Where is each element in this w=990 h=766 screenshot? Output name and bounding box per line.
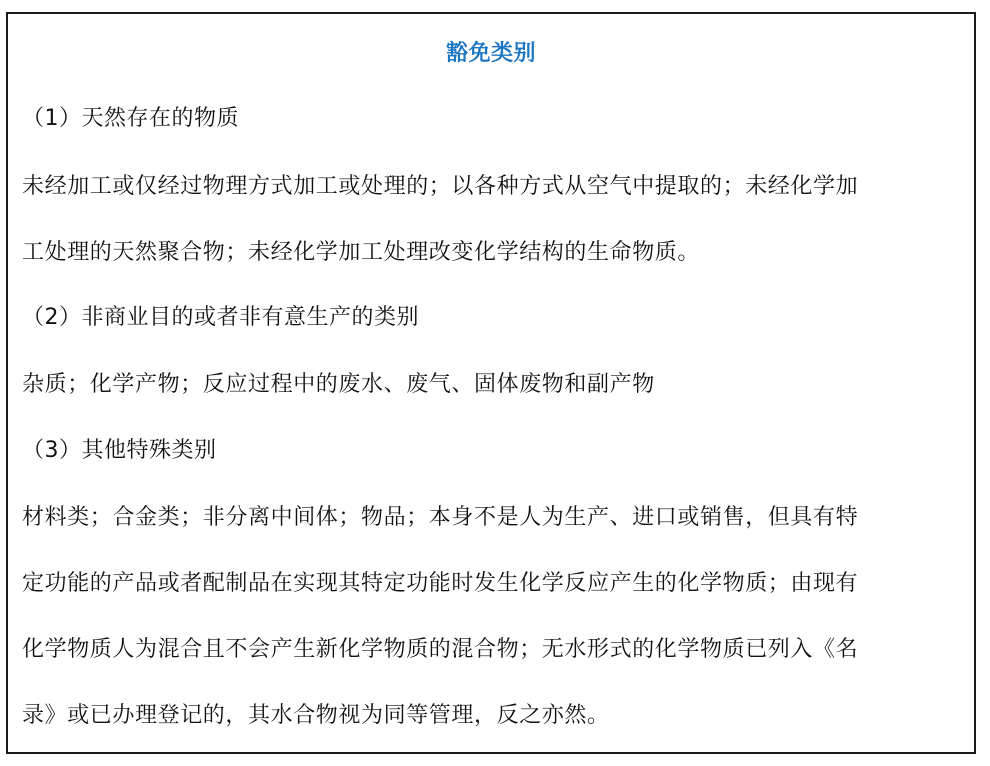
section-3-line-4: 录》或已办理登记的，其水合物视为同等管理，反之亦然。 [22, 703, 610, 728]
section-1-line-1: 未经加工或仅经过物理方式加工或处理的；以各种方式从空气中提取的；未经化学加 [22, 174, 859, 199]
section-2-line-1: 杂质；化学产物；反应过程中的废水、废气、固体废物和副产物 [22, 372, 655, 397]
section-3-line-3: 化学物质人为混合且不会产生新化学物质的混合物；无水形式的化学物质已列入《名 [22, 637, 859, 662]
section-3-line-2: 定功能的产品或者配制品在实现其特定功能时发生化学反应产生的化学物质；由现有 [22, 571, 859, 596]
document-title: 豁免类别 [445, 41, 536, 66]
section-1-heading: （1）天然存在的物质 [22, 106, 239, 131]
section-3-heading: （3）其他特殊类别 [22, 438, 217, 463]
section-2-heading: （2）非商业目的或者非有意生产的类别 [22, 305, 419, 330]
section-3-line-1: 材料类；合金类；非分离中间体；物品；本身不是人为生产、进口或销售，但具有特 [22, 505, 859, 530]
content-frame [6, 12, 976, 754]
section-1-line-2: 工处理的天然聚合物；未经化学加工处理改变化学结构的生命物质。 [22, 240, 701, 265]
